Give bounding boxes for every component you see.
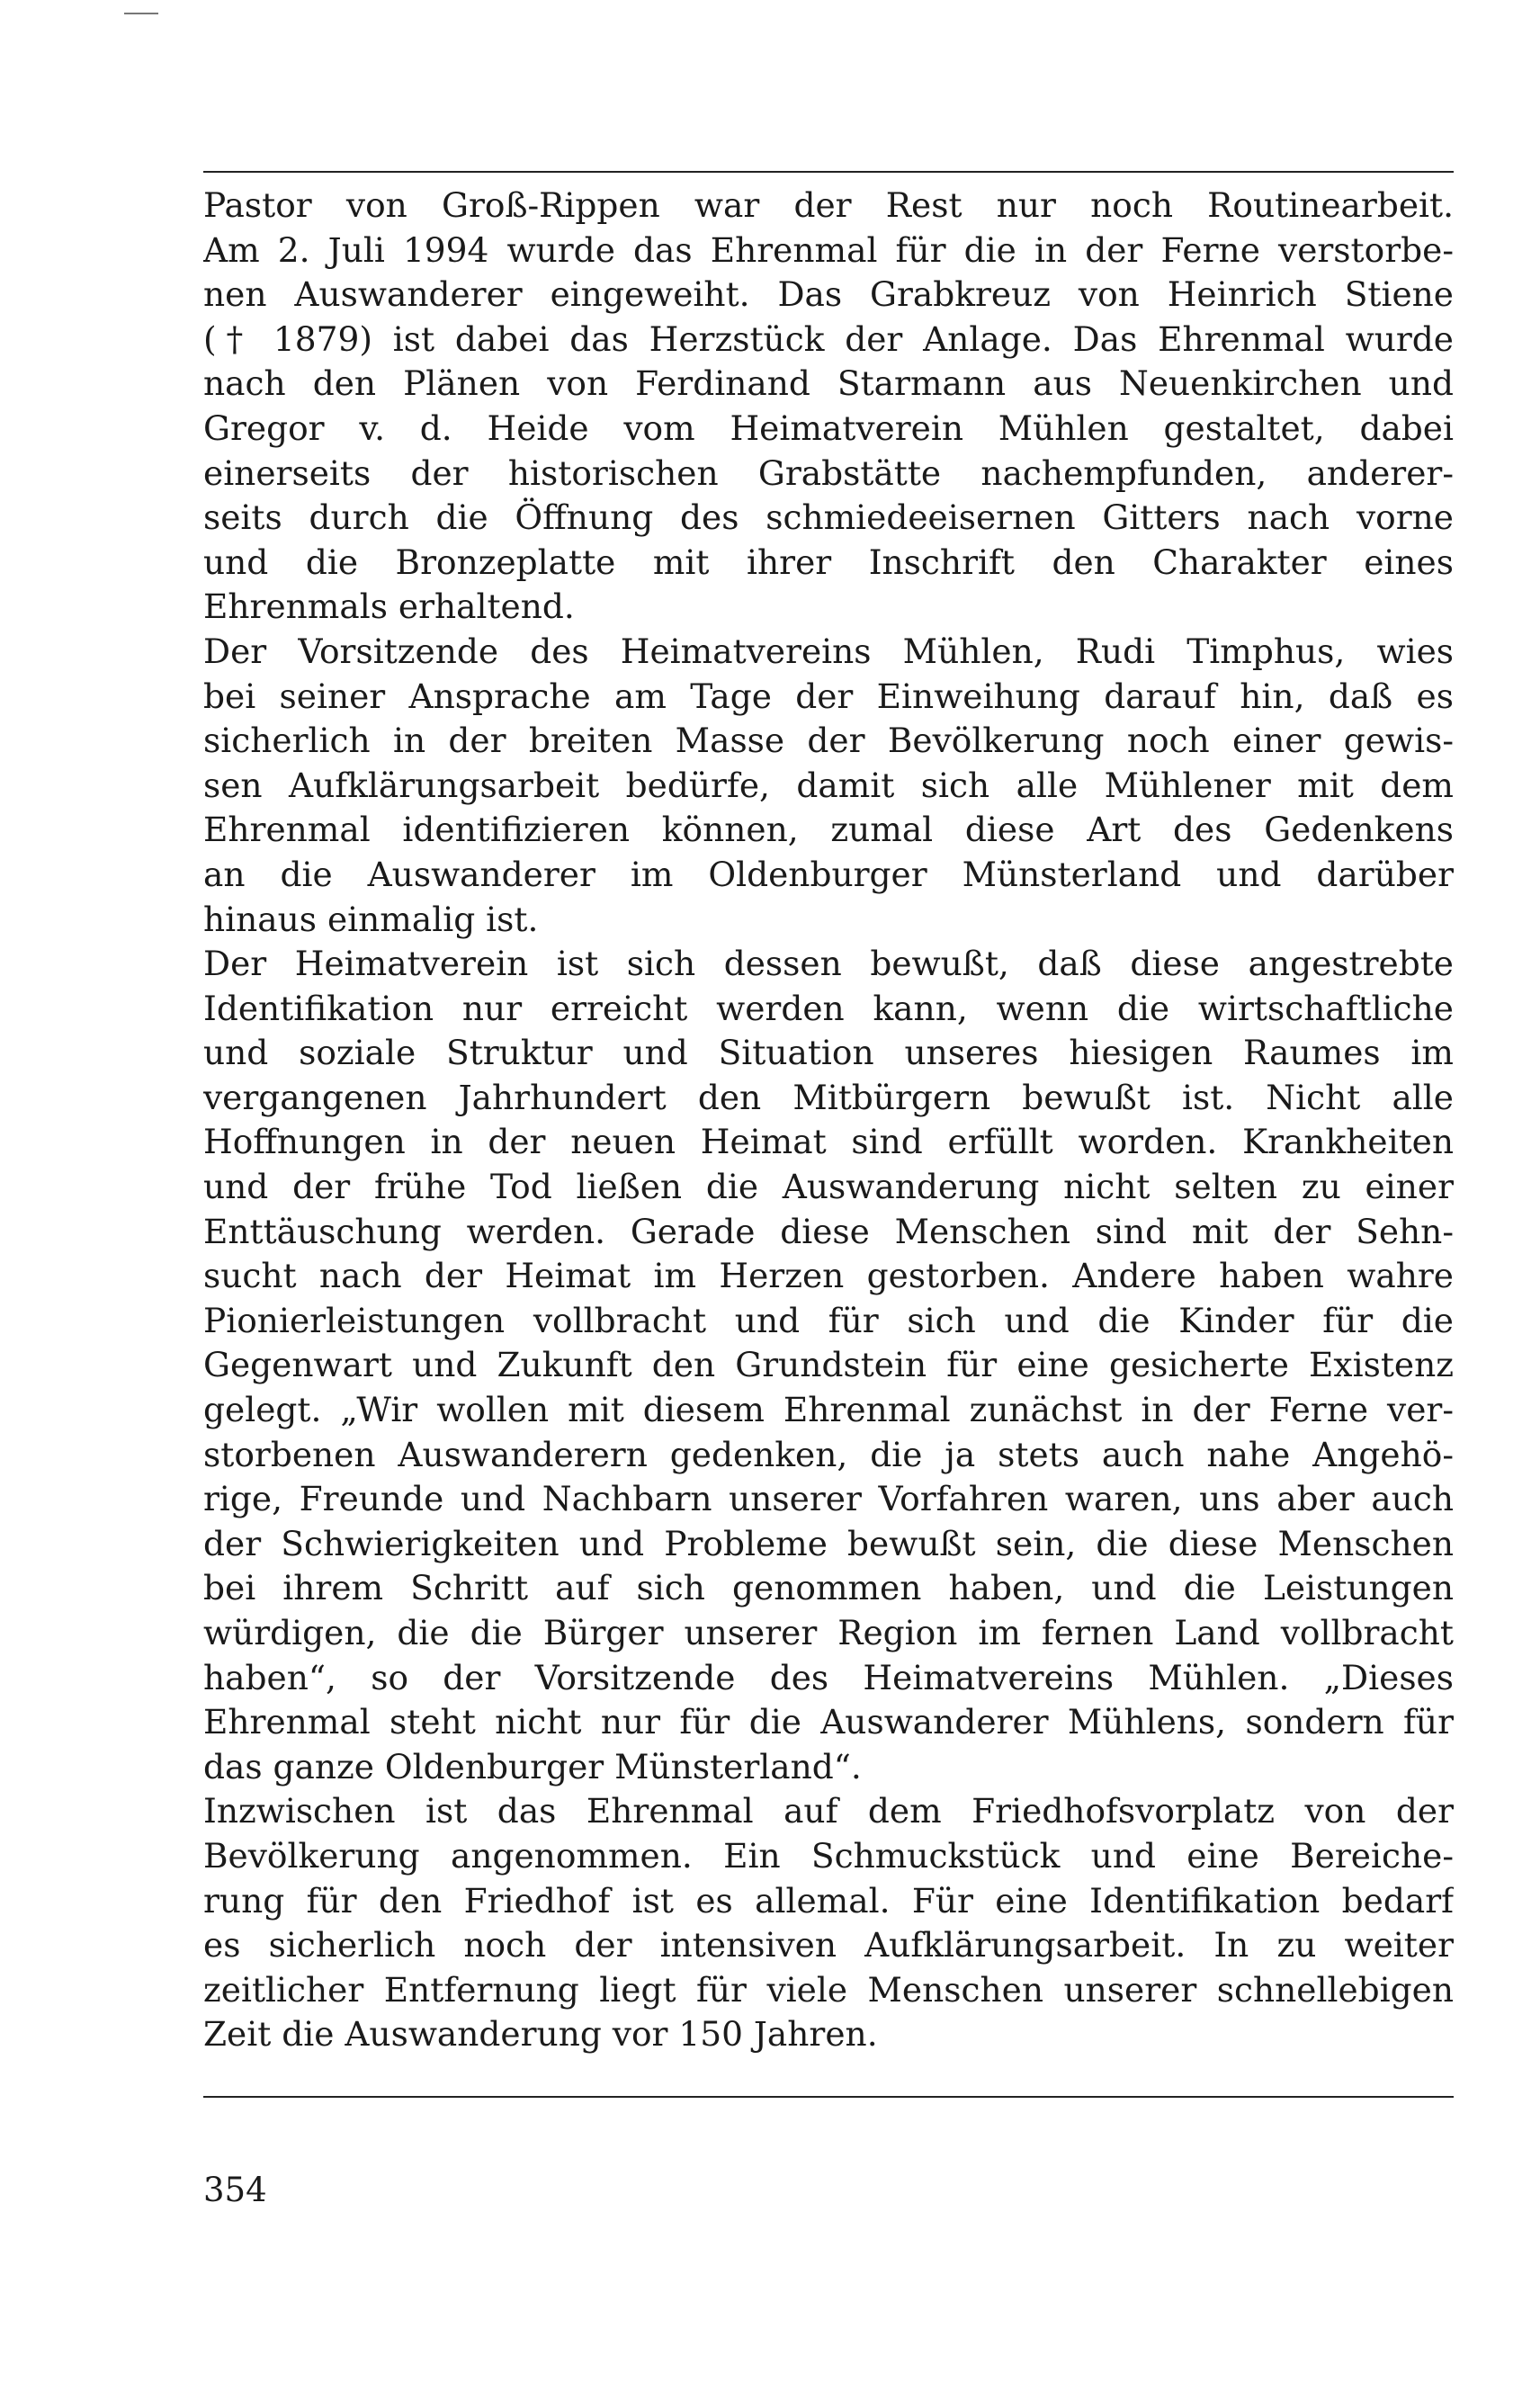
text-line: rung für den Friedhof ist es allemal. Für eine Identifikation bedarf — [203, 1880, 1454, 1921]
text-line: Der Heimatverein ist sich dessen bewußt, daß diese angestrebte — [203, 944, 1454, 984]
text-line: Gregor v. d. Heide vom Heimatverein Mühlen gestaltet, dabei — [203, 407, 1454, 448]
text-line: Hoffnungen in der neuen Heimat sind erfüllt worden. Krankheiten — [203, 1122, 1454, 1162]
text-line: haben“, so der Vorsitzende des Heimatvereins Mühlen. „Dieses — [203, 1657, 1454, 1697]
text-line: Ehrenmal steht nicht nur für die Auswanderer Mühlens, sondern für — [203, 1702, 1454, 1742]
text-line: an die Auswanderer im Oldenburger Münsterland und darüber — [203, 854, 1454, 894]
bottom-rule — [203, 2096, 1454, 2098]
text-line: seits durch die Öffnung des schmiedeeisernen Gitters nach vorne — [203, 497, 1454, 538]
text-line: hinaus einmalig ist. — [203, 899, 539, 939]
text-line: einerseits der historischen Grabstätte nachempfunden, anderer- — [203, 452, 1454, 493]
text-line: Der Vorsitzende des Heimatvereins Mühlen, Rudi Timphus, wies — [203, 631, 1454, 671]
text-line: Ehrenmal identifizieren können, zumal diese Art des Gedenkens — [203, 810, 1454, 850]
text-line: Pastor von Groß-Rippen war der Rest nur noch Routinearbeit. — [203, 185, 1454, 225]
text-line: nach den Plänen von Ferdinand Starmann aus Neuenkirchen und — [203, 363, 1454, 404]
text-line: und soziale Struktur und Situation unseres hiesigen Raumes im — [203, 1033, 1454, 1073]
text-line: und die Bronzeplatte mit ihrer Inschrift den Charakter eines — [203, 542, 1454, 582]
text-line: Gegenwart und Zukunft den Grundstein für eine gesicherte Existenz — [203, 1345, 1454, 1385]
text-line: und der frühe Tod ließen die Auswanderung nicht selten zu einer — [203, 1167, 1454, 1207]
text-line: Bevölkerung angenommen. Ein Schmuckstück und eine Bereiche- — [203, 1835, 1454, 1876]
text-line: gelegt. „Wir wollen mit diesem Ehrenmal zunächst in der Ferne ver- — [203, 1390, 1454, 1430]
text-line: nen Auswanderer eingeweiht. Das Grabkreuz von Heinrich Stiene — [203, 274, 1454, 315]
body-text — [203, 184, 1454, 2057]
text-line: Enttäuschung werden. Gerade diese Menschen sind mit der Sehn- — [203, 1211, 1454, 1251]
text-line: Zeit die Auswanderung vor 150 Jahren. — [203, 2014, 878, 2055]
page-number: 354 — [203, 2171, 267, 2209]
text-line: Inzwischen ist das Ehrenmal auf dem Friedhofsvorplatz von der — [203, 1791, 1454, 1831]
text-line: Am 2. Juli 1994 wurde das Ehrenmal für die in der Ferne verstorbe- — [203, 229, 1454, 270]
text-line: bei ihrem Schritt auf sich genommen haben, und die Leistungen — [203, 1568, 1454, 1608]
text-line: der Schwierigkeiten und Probleme bewußt sein, die diese Menschen — [203, 1523, 1454, 1563]
text-line: sicherlich in der breiten Masse der Bevölkerung noch einer gewis- — [203, 721, 1454, 761]
top-rule — [203, 171, 1454, 173]
text-line: Pionierleistungen vollbracht und für sich und die Kinder für die — [203, 1300, 1454, 1340]
text-line: vergangenen Jahrhundert den Mitbürgern bewußt ist. Nicht alle — [203, 1077, 1454, 1117]
text-line: storbenen Auswanderern gedenken, die ja stets auch nahe Angehö- — [203, 1434, 1454, 1474]
text-line: rige, Freunde und Nachbarn unserer Vorfahren waren, uns aber auch — [203, 1479, 1454, 1519]
text-line: zeitlicher Entfernung liegt für viele Menschen unserer schnellebigen — [203, 1969, 1454, 2010]
text-line: das ganze Oldenburger Münsterland“. — [203, 1746, 862, 1786]
text-line: es sicherlich noch der intensiven Aufklärungsarbeit. In zu weiter — [203, 1925, 1454, 1966]
text-line: sucht nach der Heimat im Herzen gestorben. Andere haben wahre — [203, 1256, 1454, 1296]
text-line: bei seiner Ansprache am Tage der Einweihung darauf hin, daß es — [203, 676, 1454, 716]
text-line: sen Aufklärungsarbeit bedürfe, damit sich alle Mühlener mit dem — [203, 765, 1454, 805]
text-line: († 1879) ist dabei das Herzstück der Anlage. Das Ehrenmal wurde — [203, 318, 1454, 359]
text-line: Identifikation nur erreicht werden kann, wenn die wirtschaftliche — [203, 988, 1454, 1028]
text-line: würdigen, die die Bürger unserer Region im fernen Land vollbracht — [203, 1613, 1454, 1652]
corner-mark — [124, 13, 158, 14]
text-line: Ehrenmals erhaltend. — [203, 587, 575, 627]
